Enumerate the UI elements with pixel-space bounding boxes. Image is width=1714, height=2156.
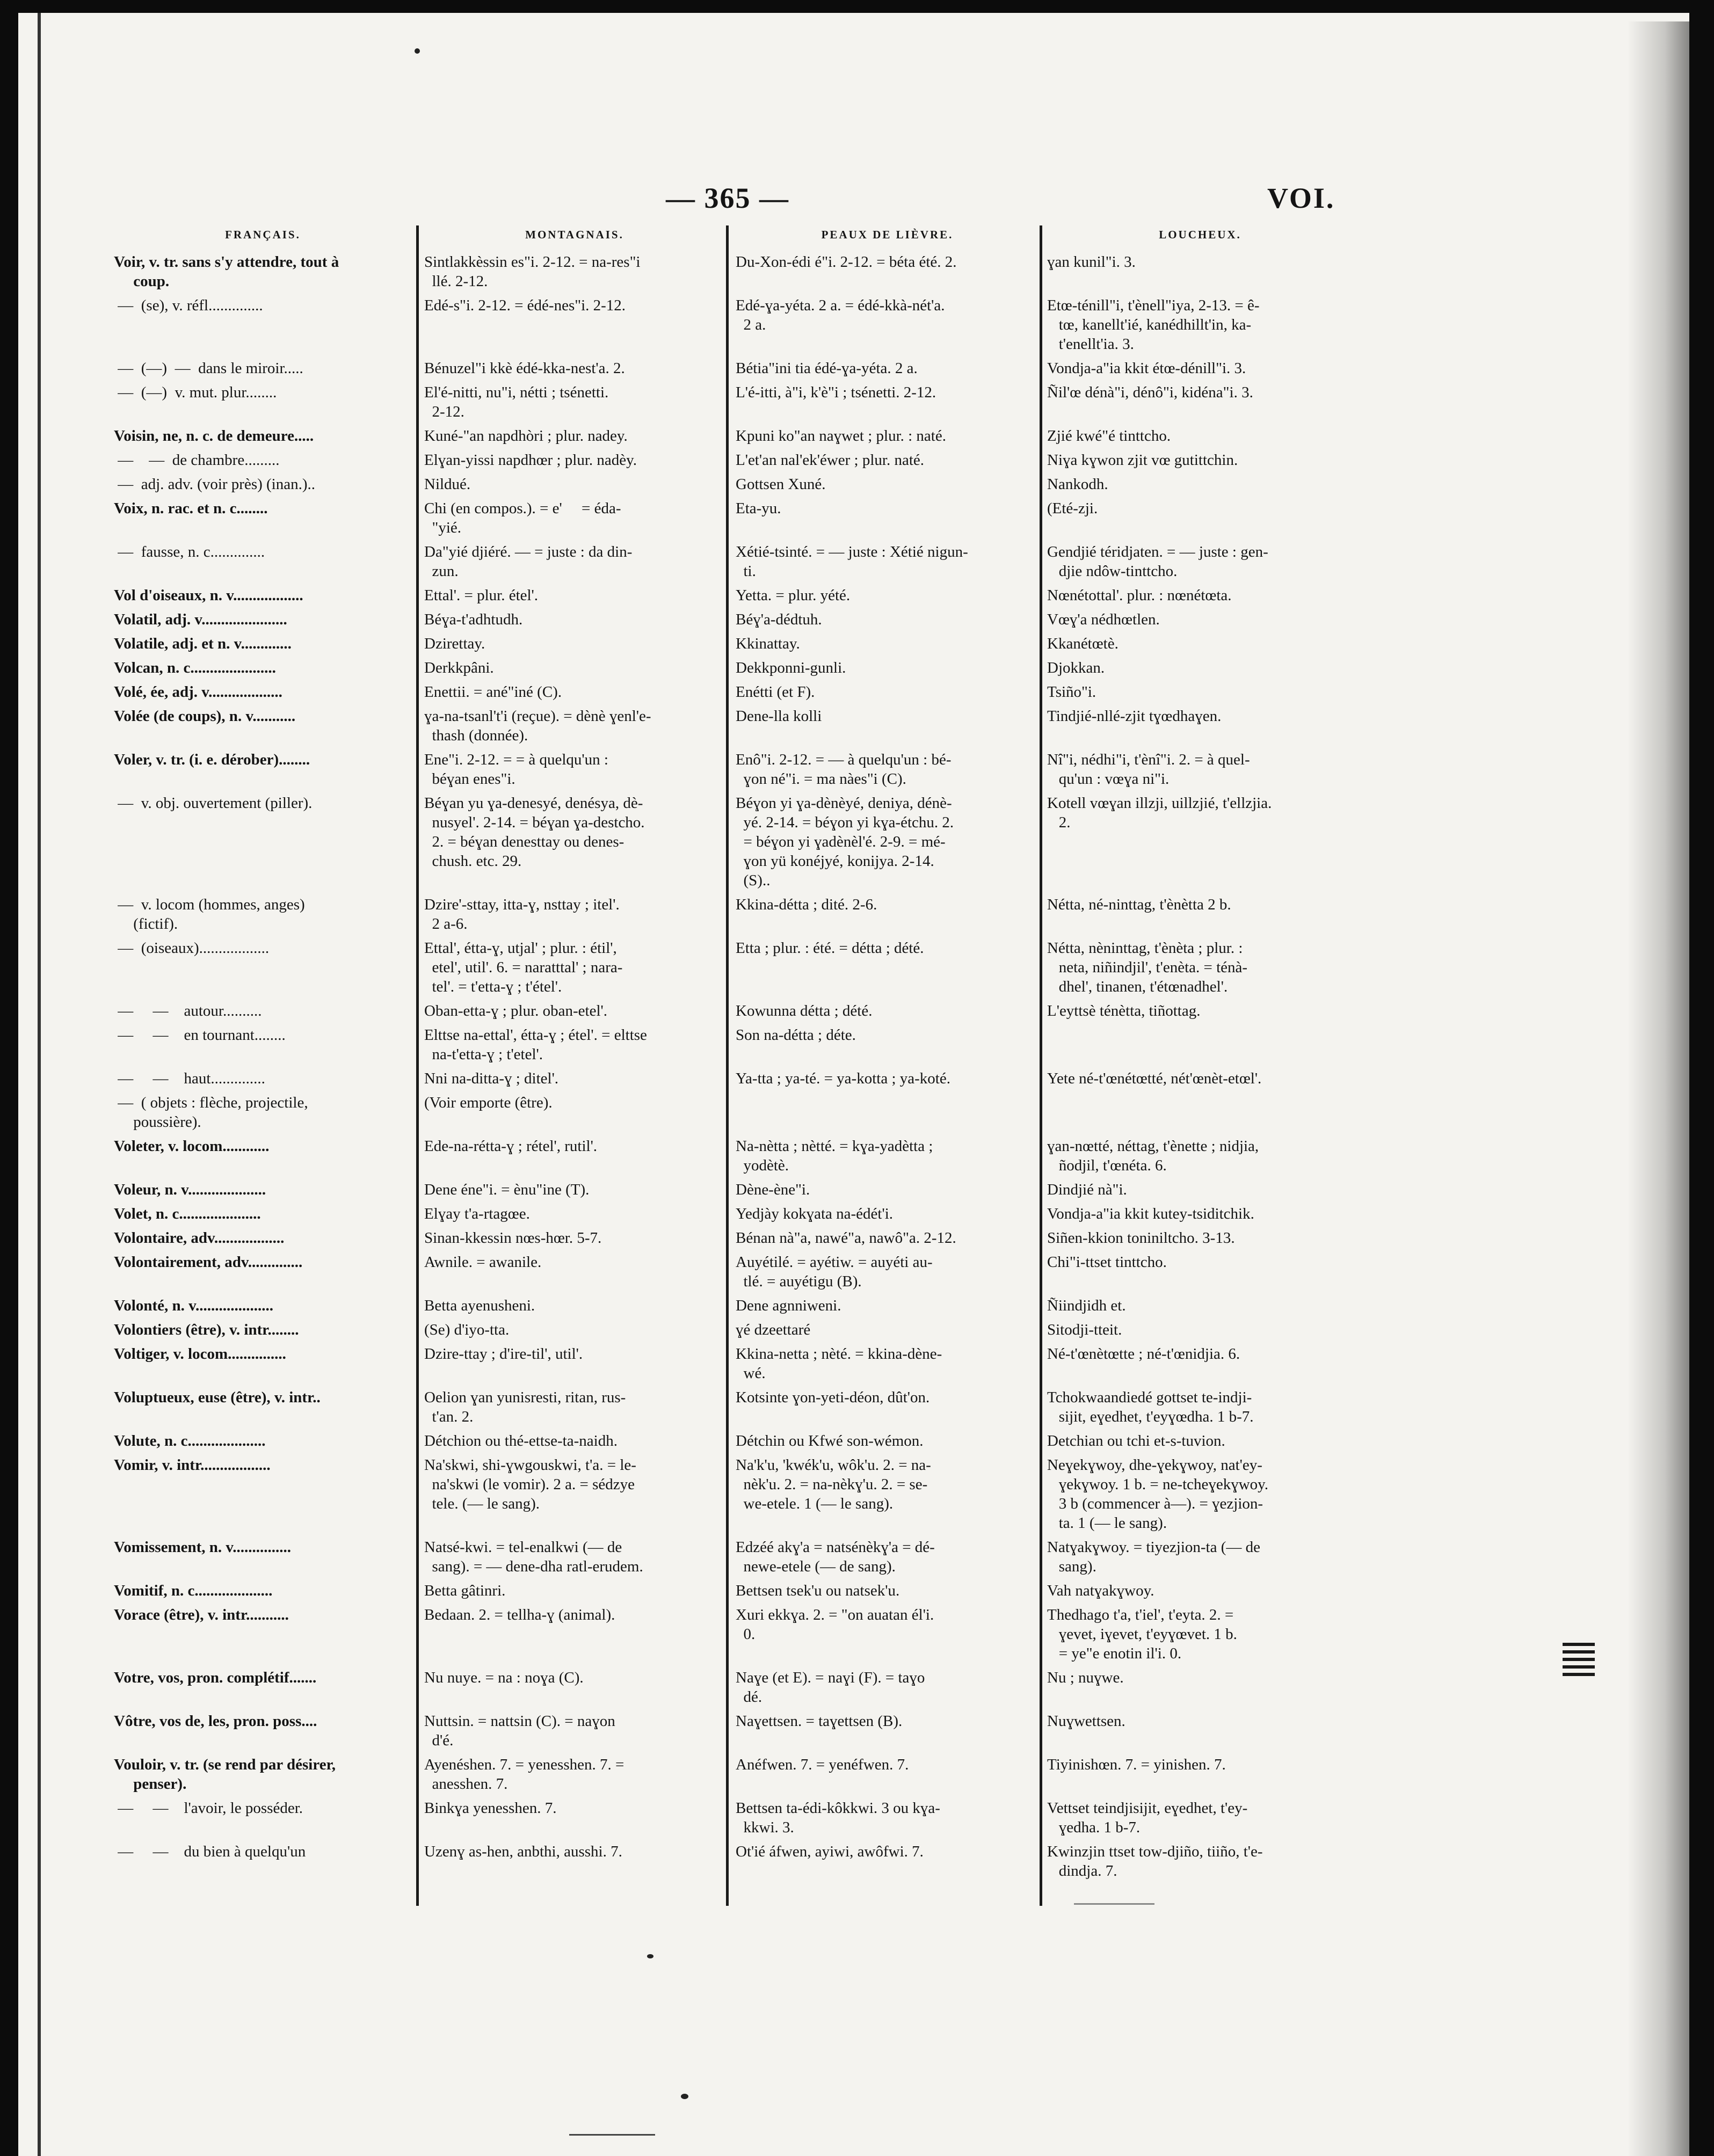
peaux-de-lievre-cell: Eta-yu. xyxy=(736,500,781,517)
loucheux-cell: Vondja-a"ia kkit étœ-dénill"i. 3. xyxy=(1047,360,1246,377)
montagnais-cell: Binkɣa yenesshen. 7. xyxy=(424,1800,557,1817)
speck xyxy=(647,1954,653,1958)
francais-cell: Volontaire, adv.................. xyxy=(114,1229,285,1247)
montagnais-cell: Derkkpâni. xyxy=(424,659,494,676)
peaux-de-lievre-cell: Kkinattay. xyxy=(736,635,800,652)
francais-cell: Voltiger, v. locom............... xyxy=(114,1345,286,1363)
peaux-de-lievre-cell: Edzéé akɣ'a = natsénèkɣ'a = dé- newe-etele (— de sang). xyxy=(736,1539,935,1575)
francais-cell: Voisin, ne, n. c. de demeure..... xyxy=(114,427,314,445)
loucheux-cell: Natɣakɣwoy. = tiyezjion-ta (— de sang). xyxy=(1047,1539,1260,1575)
column-header-peaux-de-lievre: PEAUX DE LIÈVRE. xyxy=(821,228,954,241)
entry-row xyxy=(0,610,1714,629)
montagnais-cell: Nu nuye. = na : noɣa (C). xyxy=(424,1669,584,1686)
peaux-de-lievre-cell: Son na-détta ; déte. xyxy=(736,1026,856,1044)
loucheux-cell: Nankodh. xyxy=(1047,476,1108,493)
francais-cell: Volé, ée, adj. v................... xyxy=(114,683,282,701)
entry-row xyxy=(0,750,1714,789)
loucheux-cell: Zjié kwé"é tinttcho. xyxy=(1047,427,1171,445)
montagnais-cell: Nuttsin. = nattsin (C). = naɣon d'é. xyxy=(424,1713,615,1749)
montagnais-cell: Nildué. xyxy=(424,476,471,493)
entry-row xyxy=(0,586,1714,605)
peaux-de-lievre-cell: Enétti (et F). xyxy=(736,683,815,701)
entry-row xyxy=(0,499,1714,537)
loucheux-cell: Niɣa kɣwon zjit vœ gutittchin. xyxy=(1047,451,1238,469)
peaux-de-lievre-cell: Kkina-netta ; nèté. = kkina-dène- wé. xyxy=(736,1345,942,1382)
peaux-de-lievre-cell: L'et'an nal'ek'éwer ; plur. naté. xyxy=(736,451,925,469)
entry-row xyxy=(0,252,1714,291)
francais-cell: — — de chambre......... xyxy=(114,451,280,469)
montagnais-cell: Béɣa-t'adhtudh. xyxy=(424,611,523,628)
loucheux-cell: Chi"i-ttset tinttcho. xyxy=(1047,1254,1167,1271)
speck xyxy=(681,2094,688,2099)
peaux-de-lievre-cell: Na'k'u, 'kwék'u, wôk'u. 2. = na- nèk'u. 2. = na-nèkɣ'u. 2. = se- we-etele. 1 (— le sang). xyxy=(736,1456,931,1512)
peaux-de-lievre-cell: Yetta. = plur. yété. xyxy=(736,587,851,604)
montagnais-cell: El'é-nitti, nu"i, nétti ; tsénetti. 2-12. xyxy=(424,384,609,420)
peaux-de-lievre-cell: Dekkponni-gunli. xyxy=(736,659,846,676)
francais-cell: Volonté, n. v.................... xyxy=(114,1297,274,1314)
entry-row xyxy=(0,682,1714,702)
entry-row xyxy=(0,1798,1714,1837)
loucheux-cell: Sitodji-tteit. xyxy=(1047,1321,1122,1338)
entry-row xyxy=(0,1668,1714,1707)
montagnais-cell: Dzire'-sttay, itta-ɣ, nsttay ; itel'. 2 a-6. xyxy=(424,896,620,933)
column-header-francais: FRANÇAIS. xyxy=(225,228,301,241)
francais-cell: Voir, v. tr. sans s'y attendre, tout à coup. xyxy=(114,253,339,290)
loucheux-cell: Siñen-kkion toniniltcho. 3-13. xyxy=(1047,1229,1235,1247)
entry-row xyxy=(0,658,1714,678)
montagnais-cell: Elttse na-ettal', étta-ɣ ; étel'. = elttse na-t'etta-ɣ ; t'etel'. xyxy=(424,1026,647,1063)
francais-cell: — adj. adv. (voir près) (inan.).. xyxy=(114,476,316,493)
running-head: VOI. xyxy=(1267,182,1335,214)
margin-mark xyxy=(1563,1658,1595,1661)
peaux-de-lievre-cell: Gottsen Xuné. xyxy=(736,476,826,493)
loucheux-cell: Ñiindjidh et. xyxy=(1047,1297,1126,1314)
peaux-de-lievre-cell: Béɣ'a-dédtuh. xyxy=(736,611,822,628)
francais-cell: — (—) — dans le miroir..... xyxy=(114,360,303,377)
margin-mark xyxy=(1563,1665,1595,1669)
francais-cell: — (oiseaux).................. xyxy=(114,939,270,957)
entry-row xyxy=(0,1431,1714,1451)
peaux-de-lievre-cell: Du-Xon-édi é"i. 2-12. = béta été. 2. xyxy=(736,253,957,271)
francais-cell: Vorace (être), v. intr........... xyxy=(114,1606,289,1623)
montagnais-cell: Edé-s"i. 2-12. = édé-nes"i. 2-12. xyxy=(424,297,626,314)
entry-row xyxy=(0,383,1714,421)
margin-mark xyxy=(1563,1643,1595,1646)
francais-cell: — (se), v. réfl.............. xyxy=(114,297,263,314)
peaux-de-lievre-cell: Béɣon yi ɣa-dènèyé, deniya, dénè- yé. 2-14. = béɣon yi kɣa-étchu. 2. = béɣon yi ɣadènèl'é. 2-9. = mé- ɣon yü konéjyé, konijya. 2-14. (S).. xyxy=(736,795,954,889)
loucheux-cell: Né-t'œnètœtte ; né-t'œnidjia. 6. xyxy=(1047,1345,1240,1363)
entry-row xyxy=(0,1180,1714,1199)
montagnais-cell: Natsé-kwi. = tel-enalkwi (— de sang). = — dene-dha ratl-erudem. xyxy=(424,1539,643,1575)
entry-row xyxy=(0,450,1714,470)
peaux-de-lievre-cell: Auyétilé. = ayétiw. = auyéti au- tlé. = auyétigu (B). xyxy=(736,1254,933,1290)
montagnais-cell: Na'skwi, shi-ɣwgouskwi, t'a. = le- na'skwi (le vomir). 2 a. = sédzye tele. (— le sang). xyxy=(424,1456,636,1512)
francais-cell: — — du bien à quelqu'un xyxy=(114,1843,306,1860)
loucheux-cell: Vœɣ'a nédhœtlen. xyxy=(1047,611,1160,628)
peaux-de-lievre-cell: Kkina-détta ; dité. 2-6. xyxy=(736,896,877,913)
francais-cell: — v. locom (hommes, anges) (fictif). xyxy=(118,896,305,933)
column-header-loucheux: LOUCHEUX. xyxy=(1159,228,1241,241)
peaux-de-lievre-cell: Dene-lla kolli xyxy=(736,708,822,725)
loucheux-cell: Tiyinishœn. 7. = yinishen. 7. xyxy=(1047,1756,1226,1773)
loucheux-cell: Nu ; nuɣwe. xyxy=(1047,1669,1124,1686)
loucheux-cell: (Eté-zji. xyxy=(1047,500,1098,517)
entry-row xyxy=(0,426,1714,446)
montagnais-cell: Nni na-ditta-ɣ ; ditel'. xyxy=(424,1070,559,1087)
loucheux-cell: Ñil'œ dénà"i, dénô"i, kidéna"i. 3. xyxy=(1047,384,1253,401)
peaux-de-lievre-cell: Xétié-tsinté. = — juste : Xétié nigun- ti. xyxy=(736,543,968,580)
loucheux-cell: Vah natɣakɣwoy. xyxy=(1047,1582,1154,1599)
loucheux-cell: Tsiño"i. xyxy=(1047,683,1096,701)
montagnais-cell: Kuné-"an napdhòri ; plur. nadey. xyxy=(424,427,628,445)
peaux-de-lievre-cell: L'é-itti, à"i, k'è"i ; tsénetti. 2-12. xyxy=(736,384,936,401)
peaux-de-lievre-cell: Xuri ekkɣa. 2. = "on auatan él'i. 0. xyxy=(736,1606,934,1643)
loucheux-cell: Vettset teindjisijit, eɣedhet, t'ey- ɣedha. 1 b-7. xyxy=(1047,1800,1248,1836)
loucheux-cell: Kwinzjin ttset tow-djiño, tiiño, t'e- dindja. 7. xyxy=(1047,1843,1263,1880)
francais-cell: — — haut.............. xyxy=(114,1070,265,1087)
entry-row xyxy=(0,1320,1714,1339)
loucheux-cell: Kotell vœɣan illzji, uillzjié, t'ellzjia. 2. xyxy=(1047,795,1272,831)
montagnais-cell: Bedaan. 2. = tellha-ɣ (animal). xyxy=(424,1606,615,1623)
francais-cell: Volet, n. c..................... xyxy=(114,1205,261,1222)
entry-row xyxy=(0,1137,1714,1175)
montagnais-cell: Détchion ou thé-ettse-ta-naidh. xyxy=(424,1432,618,1450)
entry-row xyxy=(0,1581,1714,1600)
peaux-de-lievre-cell: Détchin ou Kfwé son-wémon. xyxy=(736,1432,924,1450)
loucheux-cell: Tindjié-nllé-zjit tɣœdhaɣen. xyxy=(1047,708,1222,725)
loucheux-cell: Dindjié nà"i. xyxy=(1047,1181,1127,1198)
montagnais-cell: Ettal', étta-ɣ, utjal' ; plur. : étil', etel', util'. 6. = naratttal' ; nara- tel'. = t'etta-ɣ ; t'étel'. xyxy=(424,939,623,995)
loucheux-cell: Nuɣwettsen. xyxy=(1047,1713,1125,1730)
entry-row xyxy=(0,475,1714,494)
entry-row xyxy=(0,938,1714,996)
francais-cell: Votre, vos, pron. complétif....... xyxy=(114,1669,317,1686)
francais-cell: — — en tournant........ xyxy=(114,1026,286,1044)
montagnais-cell: Sinan-kkessin nœs-hœr. 5-7. xyxy=(424,1229,602,1247)
montagnais-cell: Dene éne"i. = ènu"ine (T). xyxy=(424,1181,590,1198)
entry-row xyxy=(0,1538,1714,1576)
peaux-de-lievre-cell: Dene agnniweni. xyxy=(736,1297,841,1314)
francais-cell: Volatil, adj. v...................... xyxy=(114,611,287,628)
loucheux-cell: Vondja-a"ia kkit kutey-tsiditchik. xyxy=(1047,1205,1254,1222)
peaux-de-lievre-cell: Ot'ié áfwen, ayiwi, awôfwi. 7. xyxy=(736,1843,924,1860)
peaux-de-lievre-cell: Enô"i. 2-12. = — à quelqu'un : bé- ɣon né"i. = ma nàes"i (C). xyxy=(736,751,952,788)
peaux-de-lievre-cell: Bettsen tsek'u ou natsek'u. xyxy=(736,1582,900,1599)
peaux-de-lievre-cell: Naɣettsen. = taɣettsen (B). xyxy=(736,1713,903,1730)
loucheux-cell: Kkanétœtè. xyxy=(1047,635,1119,652)
montagnais-cell: Elɣay t'a-rtagœe. xyxy=(424,1205,530,1222)
peaux-de-lievre-cell: Yedjày kokɣata na-édét'i. xyxy=(736,1205,894,1222)
montagnais-cell: Betta ayenusheni. xyxy=(424,1297,535,1314)
peaux-de-lievre-cell: ɣé dzeettaré xyxy=(736,1321,811,1338)
francais-cell: Volute, n. c.................... xyxy=(114,1432,266,1450)
francais-cell: Volontiers (être), v. intr........ xyxy=(114,1321,299,1338)
loucheux-cell: Detchian ou tchi et-s-tuvion. xyxy=(1047,1432,1225,1450)
montagnais-cell: Ayenéshen. 7. = yenesshen. 7. = anesshen. 7. xyxy=(424,1756,624,1793)
peaux-de-lievre-cell: Bétia"ini tia édé-ɣa-yéta. 2 a. xyxy=(736,360,918,377)
margin-mark xyxy=(1563,1673,1595,1676)
margin-mark xyxy=(1563,1650,1595,1654)
entry-row xyxy=(0,634,1714,653)
montagnais-cell: (Se) d'iyo-tta. xyxy=(424,1321,510,1338)
francais-cell: — — l'avoir, le posséder. xyxy=(114,1800,303,1817)
montagnais-cell: Oelion ɣan yunisresti, ritan, rus- t'an. 2. xyxy=(424,1389,626,1425)
entry-row xyxy=(0,1455,1714,1533)
francais-cell: Vomitif, n. c.................... xyxy=(114,1582,273,1599)
entry-row xyxy=(0,542,1714,581)
entry-row xyxy=(0,895,1714,934)
montagnais-cell: Béɣan yu ɣa-denesyé, denésya, dè- nusyel'. 2-14. = béɣan ɣa-destcho. 2. = béɣan denesttay ou denes- chush. etc. 29. xyxy=(424,795,645,870)
montagnais-cell: Ene"i. 2-12. = = à quelqu'un : béɣan enes"i. xyxy=(424,751,608,788)
francais-cell: Vouloir, v. tr. (se rend par désirer, penser). xyxy=(114,1756,336,1793)
entry-row xyxy=(0,1755,1714,1794)
entry-row xyxy=(0,1344,1714,1383)
francais-cell: — fausse, n. c.............. xyxy=(114,543,265,560)
loucheux-cell: Nœnétottal'. plur. : nœnétœta. xyxy=(1047,587,1232,604)
francais-cell: — (—) v. mut. plur........ xyxy=(114,384,277,401)
entry-row xyxy=(0,1093,1714,1132)
loucheux-cell: L'eyttsè ténètta, tiñottag. xyxy=(1047,1002,1201,1019)
montagnais-cell: Da"yié djiéré. — = juste : da din- zun. xyxy=(424,543,633,580)
stray-line xyxy=(569,2134,655,2136)
page-number: — 365 — xyxy=(666,182,789,214)
scan-top-edge xyxy=(0,0,1714,13)
peaux-de-lievre-cell: Anéfwen. 7. = yenéfwen. 7. xyxy=(736,1756,909,1773)
peaux-de-lievre-cell: Etta ; plur. : été. = détta ; dété. xyxy=(736,939,924,957)
montagnais-cell: Oban-etta-ɣ ; plur. oban-etel'. xyxy=(424,1002,608,1019)
montagnais-cell: Bénuzel"i kkè édé-kka-nest'a. 2. xyxy=(424,360,625,377)
loucheux-cell: Tchokwaandiedé gottset te-indji- sijit, eɣedhet, t'eyɣœdha. 1 b-7. xyxy=(1047,1389,1254,1425)
montagnais-cell: Awnile. = awanile. xyxy=(424,1254,542,1271)
peaux-de-lievre-cell: Kowunna détta ; dété. xyxy=(736,1002,873,1019)
entry-row xyxy=(0,1069,1714,1088)
francais-cell: Vomissement, n. v............... xyxy=(114,1539,292,1556)
peaux-de-lievre-cell: Bettsen ta-édi-kôkkwi. 3 ou kɣa- kkwi. 3. xyxy=(736,1800,940,1836)
francais-cell: Voix, n. rac. et n. c........ xyxy=(114,500,268,517)
loucheux-cell: Nétta, nèninttag, t'ènèta ; plur. : neta, niñindjil', t'enèta. = ténà- dhel', tinanen, t'étœnadhel'. xyxy=(1047,939,1248,995)
francais-cell: Vôtre, vos de, les, pron. poss.... xyxy=(114,1713,317,1730)
montagnais-cell: Dzirettay. xyxy=(424,635,485,652)
speck xyxy=(415,48,420,54)
francais-cell: Voler, v. tr. (i. e. dérober)........ xyxy=(114,751,310,768)
entry-row xyxy=(0,1605,1714,1663)
montagnais-cell: Elɣan-yissi napdhœr ; plur. nadèy. xyxy=(424,451,637,469)
montagnais-cell: Sintlakkèssin es"i. 2-12. = na-res"i llé. 2-12. xyxy=(424,253,641,290)
loucheux-cell: Neɣekɣwoy, dhe-ɣekɣwoy, nat'ey- ɣekɣwoy. 1 b. = ne-tcheɣekɣwoy. 3 b (commencer à—). = ɣezjion- ta. 1 (— le sang). xyxy=(1047,1456,1269,1532)
loucheux-cell: Thedhago t'a, t'iel', t'eyta. 2. = ɣevet, iɣevet, t'eyɣœvet. 1 b. = ye"e enotin il'i. 0. xyxy=(1047,1606,1237,1662)
francais-cell: — ( objets : flèche, projectile, poussière). xyxy=(118,1094,308,1131)
francais-cell: Voleter, v. locom............ xyxy=(114,1138,270,1155)
entry-row xyxy=(0,1296,1714,1315)
francais-cell: Vol d'oiseaux, n. v.................. xyxy=(114,587,303,604)
montagnais-cell: Betta gâtinri. xyxy=(424,1582,506,1599)
montagnais-cell: Ettal'. = plur. étel'. xyxy=(424,587,539,604)
loucheux-cell: Yete né-t'œnétœtté, nét'œnèt-etœl'. xyxy=(1047,1070,1262,1087)
francais-cell: Voluptueux, euse (être), v. intr.. xyxy=(114,1389,321,1406)
montagnais-cell: Chi (en compos.). = e' = éda- "yié. xyxy=(424,500,621,536)
montagnais-cell: ɣa-na-tsanl't'i (reçue). = dènè ɣenl'e- thash (donnée). xyxy=(424,708,651,744)
loucheux-cell: Nétta, né-ninttag, t'ènètta 2 b. xyxy=(1047,896,1231,913)
entry-row xyxy=(0,1252,1714,1291)
entry-row xyxy=(0,1842,1714,1881)
francais-cell: — v. obj. ouvertement (piller). xyxy=(114,795,313,812)
francais-cell: — — autour.......... xyxy=(114,1002,262,1019)
francais-cell: Voleur, n. v.................... xyxy=(114,1181,266,1198)
montagnais-cell: (Voir emporte (être). xyxy=(424,1094,553,1111)
montagnais-cell: Uzenɣ as-hen, anbthi, ausshi. 7. xyxy=(424,1843,622,1860)
entry-row xyxy=(0,1204,1714,1223)
loucheux-cell: ɣan kunil"i. 3. xyxy=(1047,253,1136,271)
entry-row xyxy=(0,1711,1714,1750)
peaux-de-lievre-cell: Bénan nà"a, nawé"a, nawô"a. 2-12. xyxy=(736,1229,956,1247)
francais-cell: Volcan, n. c...................... xyxy=(114,659,276,676)
entry-row xyxy=(0,1228,1714,1248)
peaux-de-lievre-cell: Edé-ɣa-yéta. 2 a. = édé-kkà-nét'a. 2 a. xyxy=(736,297,945,333)
entry-row xyxy=(0,359,1714,378)
entry-row xyxy=(0,706,1714,745)
francais-cell: Volée (de coups), n. v........... xyxy=(114,708,296,725)
loucheux-cell: Djokkan. xyxy=(1047,659,1105,676)
peaux-de-lievre-cell: Naɣe (et E). = naɣi (F). = taɣo dé. xyxy=(736,1669,925,1706)
entry-row xyxy=(0,296,1714,354)
loucheux-cell: Gendjié téridjaten. = — juste : gen- djie ndôw-tinttcho. xyxy=(1047,543,1268,580)
loucheux-cell: Etœ-ténill"i, t'ènell"iya, 2-13. = ê- tœ, kanellt'ié, kanédhillt'in, ka- t'enellt'ia. 3. xyxy=(1047,297,1260,353)
entry-row xyxy=(0,793,1714,890)
peaux-de-lievre-cell: Na-nètta ; nètté. = kɣa-yadètta ; yodètè. xyxy=(736,1138,933,1174)
montagnais-cell: Enettii. = ané"iné (C). xyxy=(424,683,562,701)
francais-cell: Volontairement, adv.............. xyxy=(114,1254,303,1271)
entry-row xyxy=(0,1388,1714,1426)
peaux-de-lievre-cell: Ya-tta ; ya-té. = ya-kotta ; ya-koté. xyxy=(736,1070,950,1087)
entry-row xyxy=(0,1025,1714,1064)
francais-cell: Vomir, v. intr.................. xyxy=(114,1456,271,1474)
francais-cell: Volatile, adj. et n. v............. xyxy=(114,635,292,652)
montagnais-cell: Ede-na-rétta-ɣ ; rétel', rutil'. xyxy=(424,1138,598,1155)
entry-row xyxy=(0,1001,1714,1021)
peaux-de-lievre-cell: Kotsinte ɣon-yeti-déon, dût'on. xyxy=(736,1389,930,1406)
column-header-montagnais: MONTAGNAIS. xyxy=(525,228,624,241)
loucheux-cell: ɣan-nœtté, néttag, t'ènette ; nidjia, ñodjil, t'œnéta. 6. xyxy=(1047,1138,1259,1174)
loucheux-cell: Nî"i, nédhi"i, t'ènî"i. 2. = à quel- qu'un : vœɣa ni"i. xyxy=(1047,751,1250,788)
peaux-de-lievre-cell: Kpuni ko"an naɣwet ; plur. : naté. xyxy=(736,427,946,445)
stray-line xyxy=(1074,1903,1154,1905)
montagnais-cell: Dzire-ttay ; d'ire-til', util'. xyxy=(424,1345,583,1363)
peaux-de-lievre-cell: Dène-ène"i. xyxy=(736,1181,810,1198)
